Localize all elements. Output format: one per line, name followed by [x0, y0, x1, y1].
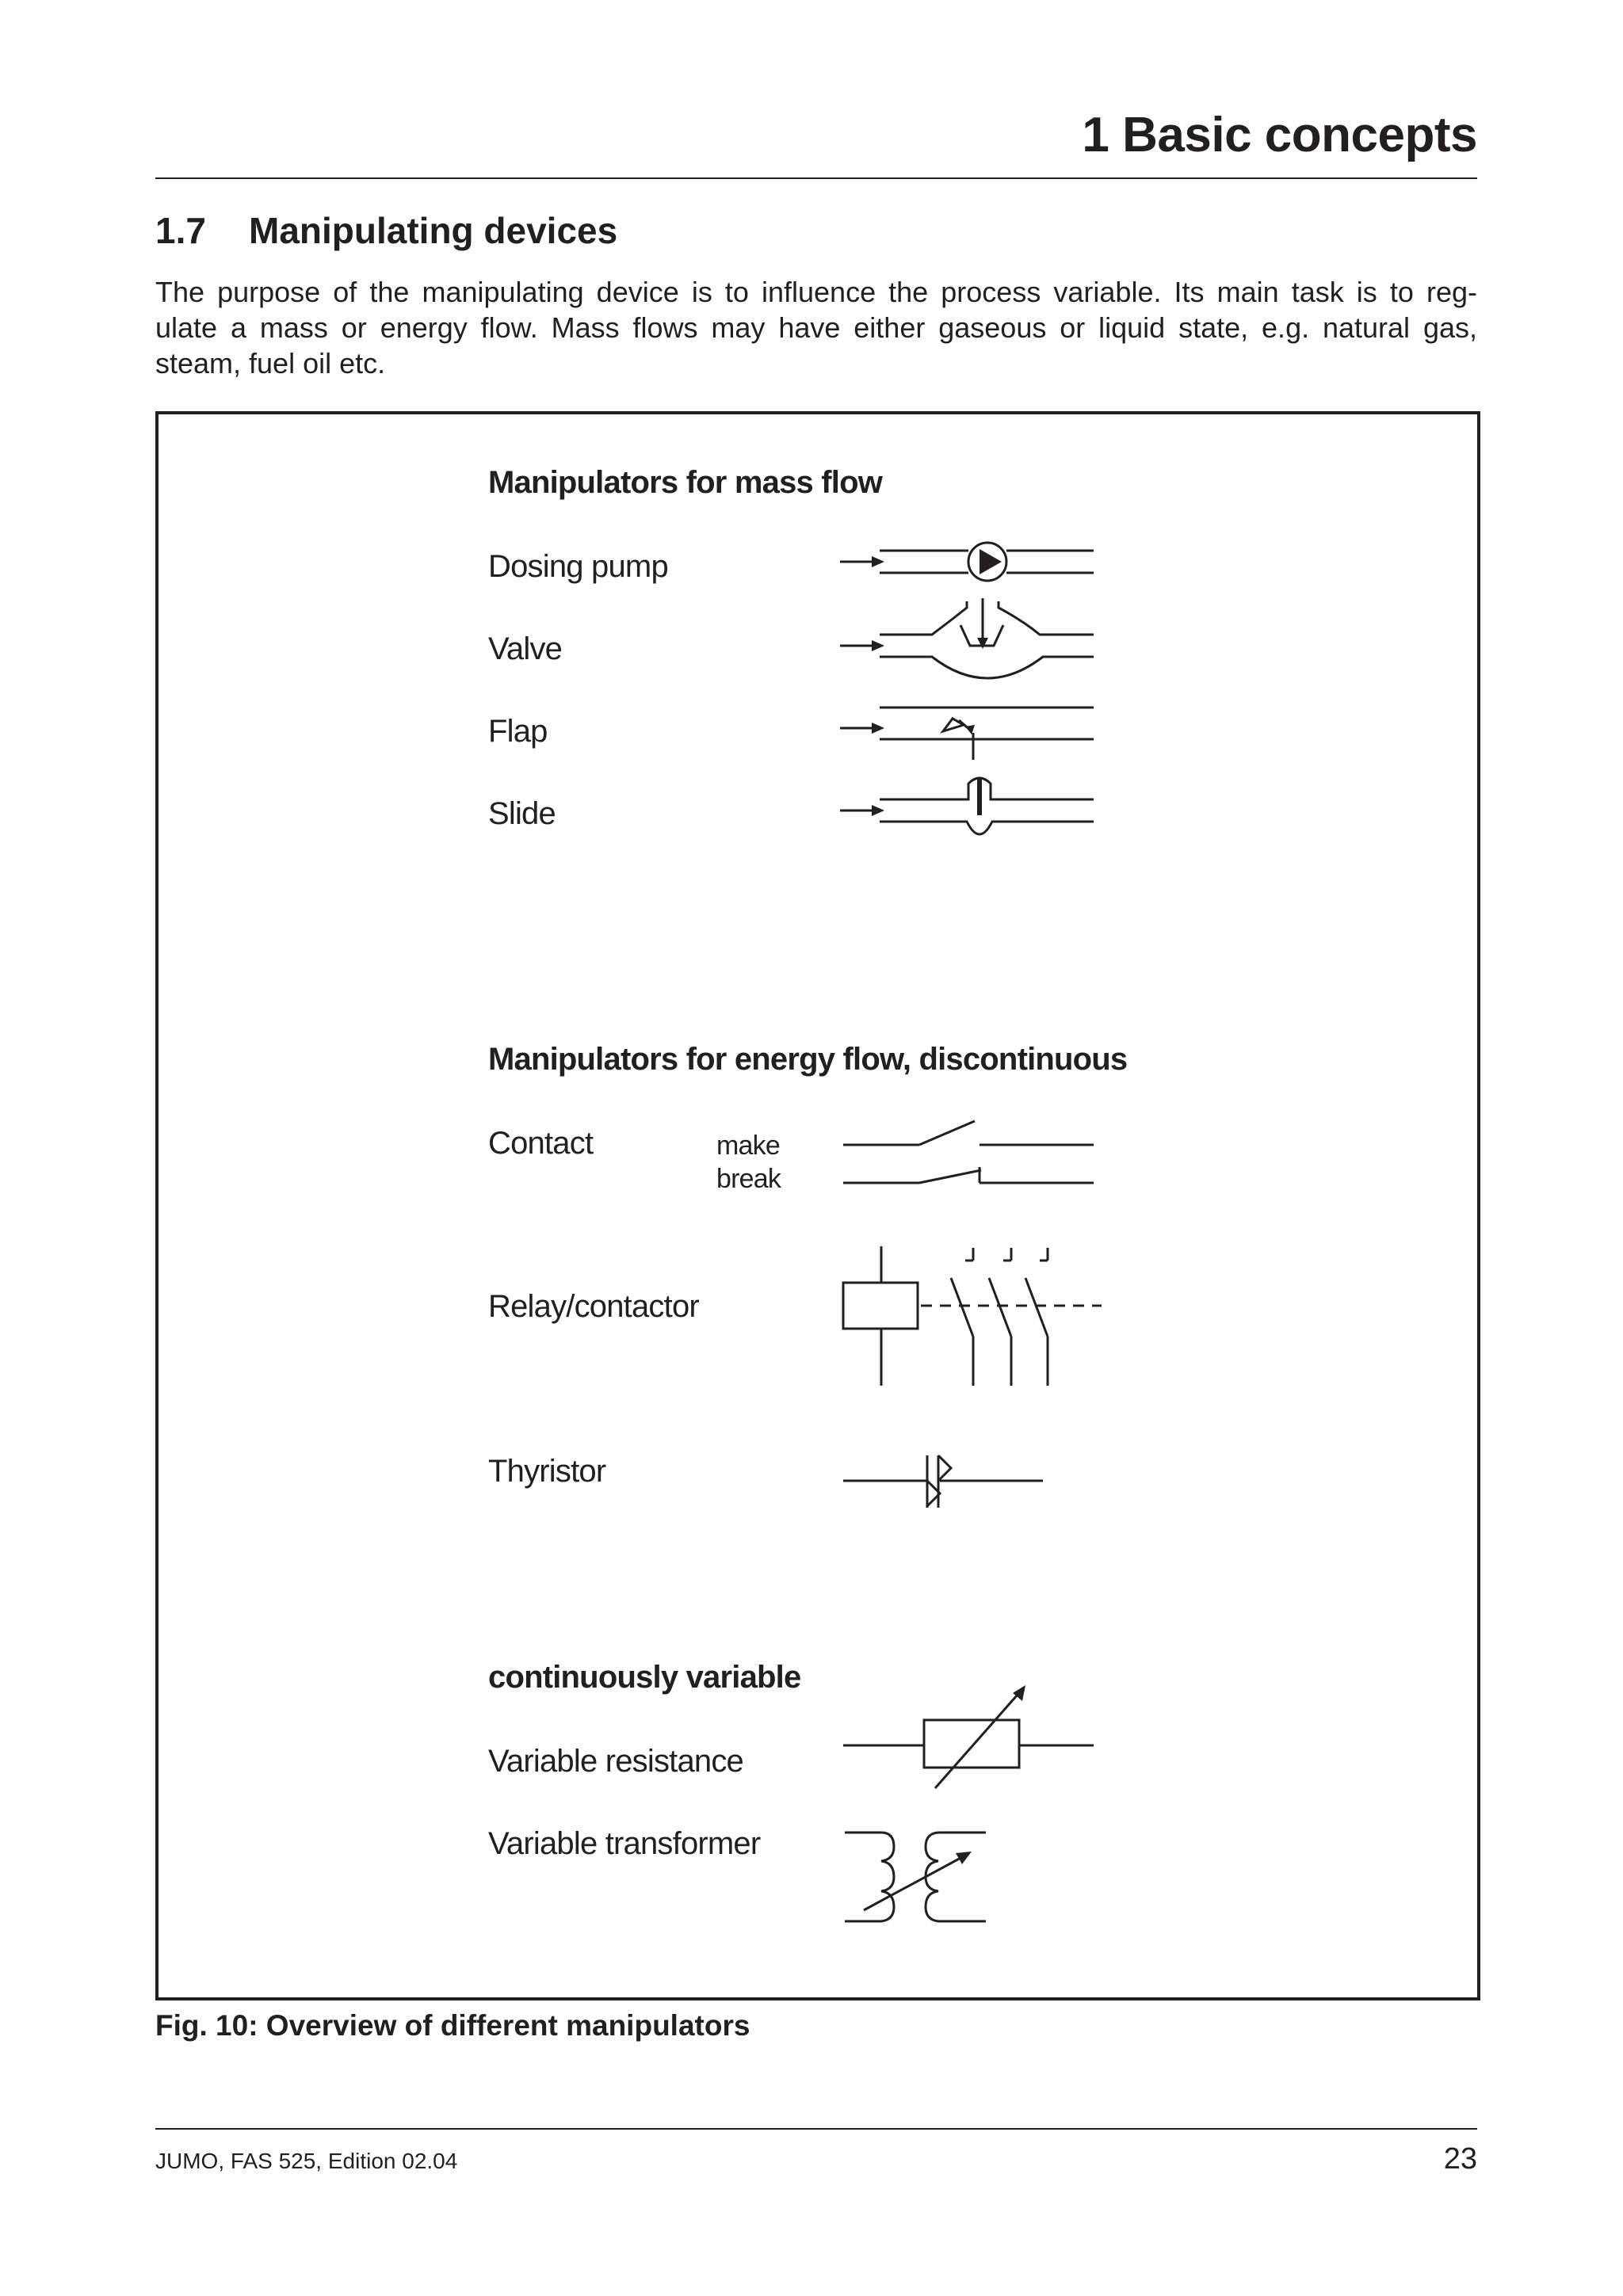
flap-symbol	[840, 707, 1094, 760]
continuous-heading: continuously variable	[488, 1660, 801, 1695]
mass-flow-heading: Manipulators for mass flow	[488, 465, 883, 500]
section-number: 1.7	[155, 210, 206, 251]
section-heading	[155, 212, 617, 249]
label-make: make	[716, 1131, 780, 1161]
slide-symbol	[840, 777, 1094, 834]
intro-line: The purpose of the manipulating device is to influence the process variable. Its main task is to reg-	[155, 276, 1477, 308]
page-number: 23	[1443, 2142, 1477, 2176]
intro-line: ulate a mass or energy flow. Mass flows may have either gaseous or liquid state, e.g. natural gas,	[155, 311, 1477, 344]
dosing-pump-symbol	[840, 543, 1094, 581]
intro-paragraph	[155, 274, 1477, 381]
label-dosing-pump: Dosing pump	[488, 549, 668, 584]
footer-rule	[155, 2128, 1477, 2130]
figure-box	[155, 411, 1480, 2000]
label-flap: Flap	[488, 714, 548, 749]
contact-symbol	[843, 1121, 1094, 1183]
intro-line: steam, fuel oil etc.	[155, 347, 386, 379]
label-thyristor: Thyristor	[488, 1454, 606, 1489]
header-rule	[155, 177, 1477, 179]
energy-discontinuous-heading: Manipulators for energy flow, discontinuous	[488, 1042, 1128, 1077]
label-contact: Contact	[488, 1126, 594, 1161]
thyristor-symbol	[843, 1455, 1043, 1508]
label-valve: Valve	[488, 631, 563, 666]
relay-contactor-symbol	[843, 1246, 1102, 1386]
section-title: Manipulating devices	[249, 210, 618, 251]
label-relay-contactor: Relay/contactor	[488, 1289, 699, 1324]
variable-transformer-symbol	[845, 1833, 986, 1921]
label-variable-transformer: Variable transformer	[488, 1826, 761, 1861]
footer-publication: JUMO, FAS 525, Edition 02.04	[155, 2149, 458, 2173]
variable-resistance-symbol	[843, 1685, 1094, 1788]
manipulator-symbols	[158, 414, 1477, 1997]
valve-symbol	[840, 598, 1094, 678]
label-variable-resistance: Variable resistance	[488, 1744, 744, 1779]
label-break: break	[716, 1164, 781, 1194]
figure-caption: Fig. 10: Overview of different manipulators	[155, 2009, 750, 2042]
chapter-title: 1 Basic concepts	[1082, 108, 1477, 162]
label-slide: Slide	[488, 796, 556, 831]
